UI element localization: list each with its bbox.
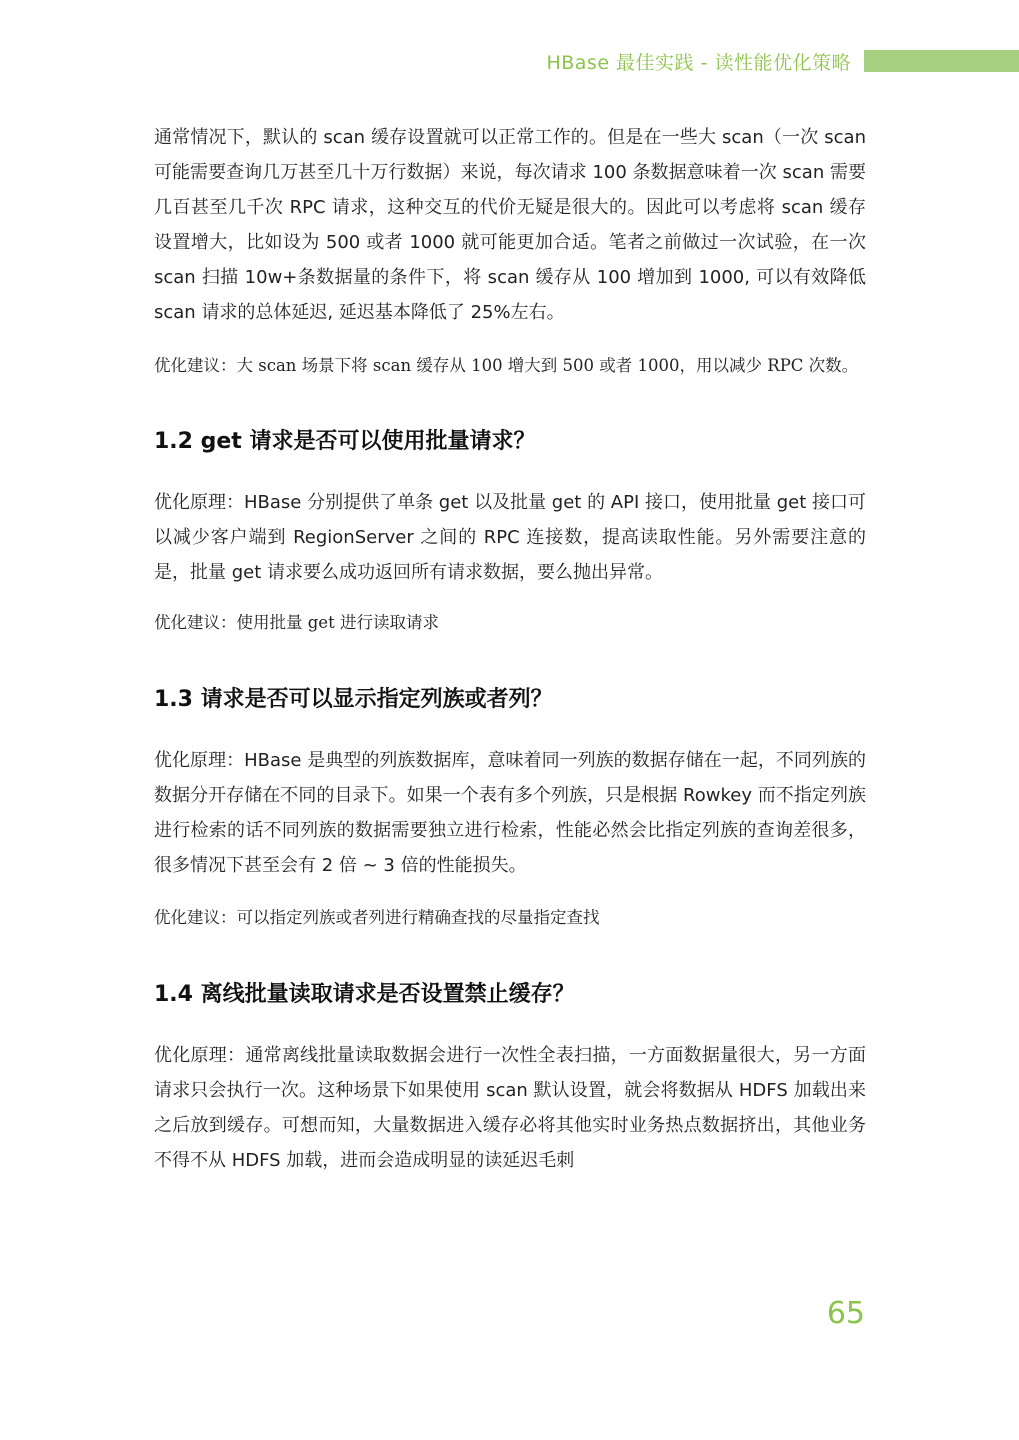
section-1-2-paragraph: 优化原理：HBase 分别提供了单条 get 以及批量 get 的 API 接口，使用批量 get 接口可以减少客户端到 RegionServer 之间的 RPC 连接数，提高读取性能。另外需要注意的是，批量 get 请求要么成功返回所有请求数据，要么抛出异常。 — [154, 492, 867, 583]
section-1-3-paragraph: 优化原理：HBase 是典型的列族数据库，意味着同一列族的数据存储在一起，不同列族的数据分开存储在不同的目录下。如果一个表有多个列族，只是根据 Rowkey 而不指定列族进行检索的话不同列族的数据需要独立进行检索，性能必然会比指定列族的查询差很多，很多情况下甚至会有 2 倍 ~ 3 倍的性能损失。 — [154, 750, 866, 876]
section-1-4-title: 1.4 离线批量读取请求是否设置禁止缓存？ — [154, 982, 575, 1007]
section-1-2-title: 1.2 get 请求是否可以使用批量请求？ — [154, 429, 536, 454]
section-1-4-paragraph: 优化原理：通常离线批量读取数据会进行一次性全表扫描，一方面数据量很大，另一方面请求只会执行一次。这种场景下如果使用 scan 默认设置，就会将数据从 HDFS 加载出来之后放到缓存。可想而知，大量数据进入缓存必将其他实时业务热点数据挤出，其他业务不得不从 HDFS 加载，进而会造成明显的读延迟毛刺 — [154, 1045, 866, 1171]
section-1-3-title: 1.3 请求是否可以显示指定列族或者列？ — [154, 687, 553, 712]
section-1-3-suggestion: 优化建议：可以指定列族或者列进行精确查找的尽量指定查找 — [154, 908, 600, 927]
page-header — [0, 46, 1019, 76]
intro-paragraph: 通常情况下，默认的 scan 缓存设置就可以正常工作的。但是在一些大 scan（一次 scan 可能需要查询几万甚至几十万行数据）来说，每次请求 100 条数据意味着一次 scan 需要几百甚至几千次 RPC 请求，这种交互的代价无疑是很大的。因此可以考虑将 scan 缓存设置增大，比如设为 500 或者 1000 就可能更加合适。笔者之前做过一次试验，在一次 scan 扫描 10w+条数据量的条件下，将 scan 缓存从 100 增加到 1000, 可以有效降低 scan 请求的总体延迟, 延迟基本降低了 25%左右。 — [154, 127, 866, 323]
section-1-2-suggestion: 优化建议：使用批量 get 进行读取请求 — [154, 613, 439, 632]
header-title: HBase 最佳实践 - 读性能优化策略 — [546, 52, 851, 74]
page-number: 65 — [826, 1296, 865, 1331]
page-content — [154, 120, 866, 1178]
header-accent-bar — [864, 50, 1019, 72]
intro-suggestion: 优化建议：大 scan 场景下将 scan 缓存从 100 增大到 500 或者 1000，用以减少 RPC 次数。 — [154, 356, 859, 375]
